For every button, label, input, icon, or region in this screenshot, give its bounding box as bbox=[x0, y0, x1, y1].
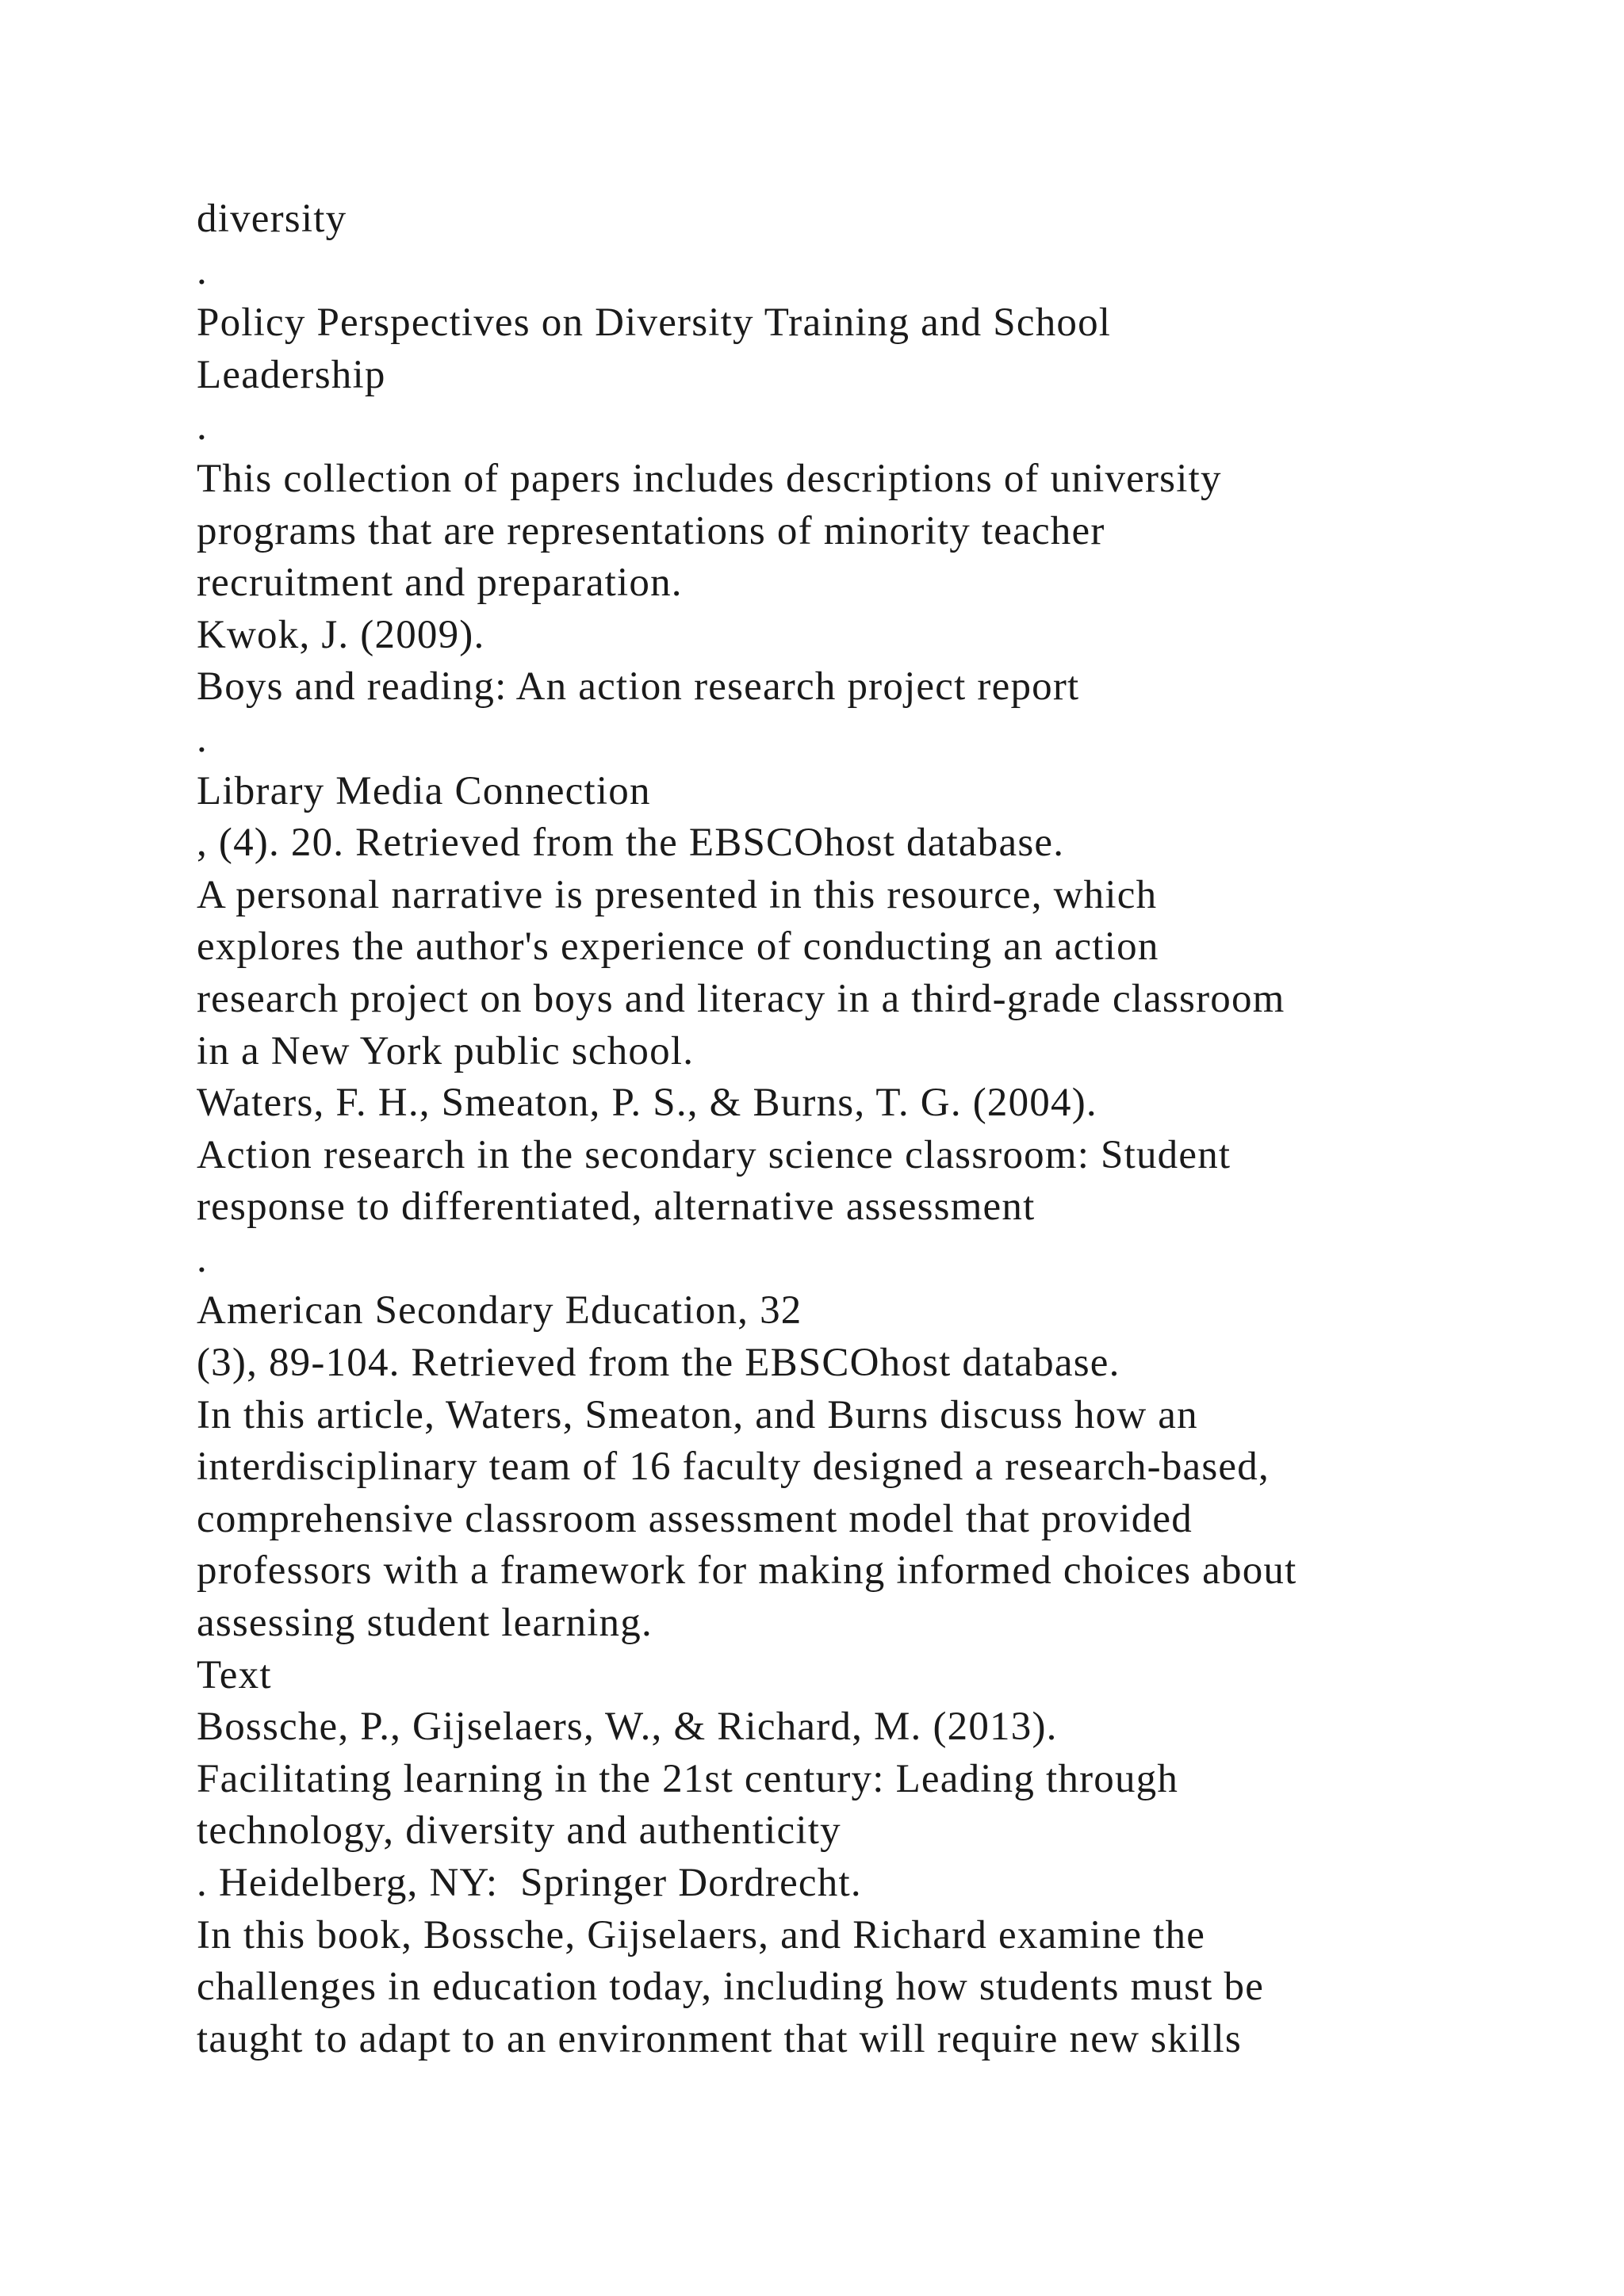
text-line: Bossche, P., Gijselaers, W., & Richard, M. (2013). bbox=[197, 1705, 1058, 1750]
text-line: professors with a framework for making informed choices about bbox=[197, 1548, 1297, 1594]
text-line: Kwok, J. (2009). bbox=[197, 612, 485, 657]
text-line: explores the author's experience of conducting an action bbox=[197, 924, 1159, 970]
text-line: . bbox=[197, 1236, 208, 1281]
text-line: assessing student learning. bbox=[197, 1601, 653, 1646]
text-line: In this book, Bossche, Gijselaers, and Richard examine the bbox=[197, 1912, 1206, 1957]
text-line: Facilitating learning in the 21st century: Leading through bbox=[197, 1756, 1179, 1801]
text-line: diversity bbox=[197, 197, 347, 241]
text-line: This collection of papers includes descriptions of university bbox=[197, 456, 1222, 501]
text-line: Boys and reading: An action research project report bbox=[197, 664, 1080, 710]
text-line: , (4). 20. Retrieved from the EBSCOhost database. bbox=[197, 821, 1065, 866]
text-line: technology, diversity and authenticity bbox=[197, 1808, 841, 1854]
text-line: A personal narrative is presented in this resource, which bbox=[197, 872, 1158, 917]
text-line: American Secondary Education, 32 bbox=[197, 1288, 802, 1334]
text-line: . bbox=[197, 404, 208, 450]
text-line: Action research in the secondary science classroom: Student bbox=[197, 1132, 1231, 1177]
text-line: (3), 89-104. Retrieved from the EBSCOhost database. bbox=[197, 1341, 1120, 1386]
text-line: Policy Perspectives on Diversity Training and School bbox=[197, 300, 1112, 346]
text-line: Leadership bbox=[197, 352, 386, 397]
text-line: research project on boys and literacy in a third-grade classroom bbox=[197, 976, 1285, 1021]
text-line: in a New York public school. bbox=[197, 1028, 695, 1073]
text-line: . Heidelberg, NY: Springer Dordrecht. bbox=[197, 1861, 862, 1905]
text-line: Library Media Connection bbox=[197, 768, 651, 813]
text-line: interdisciplinary team of 16 faculty designed a research-based, bbox=[197, 1445, 1270, 1490]
document-body bbox=[197, 193, 1545, 2065]
text-line: . bbox=[197, 716, 208, 761]
text-line: challenges in education today, including how students must be bbox=[197, 1965, 1265, 2010]
text-line: taught to adapt to an environment that will require new skills bbox=[197, 2016, 1242, 2061]
text-line: recruitment and preparation. bbox=[197, 561, 683, 606]
text-line: programs that are representations of minority teacher bbox=[197, 508, 1105, 553]
text-line: Waters, F. H., Smeaton, P. S., & Burns, T. G. (2004). bbox=[197, 1081, 1097, 1126]
text-line: Text bbox=[197, 1652, 272, 1697]
text-line: response to differentiated, alternative assessment bbox=[197, 1184, 1036, 1230]
text-line: In this article, Waters, Smeaton, and Burns discuss how an bbox=[197, 1392, 1198, 1437]
text-line: comprehensive classroom assessment model that provided bbox=[197, 1496, 1193, 1541]
text-line: . bbox=[197, 248, 208, 293]
